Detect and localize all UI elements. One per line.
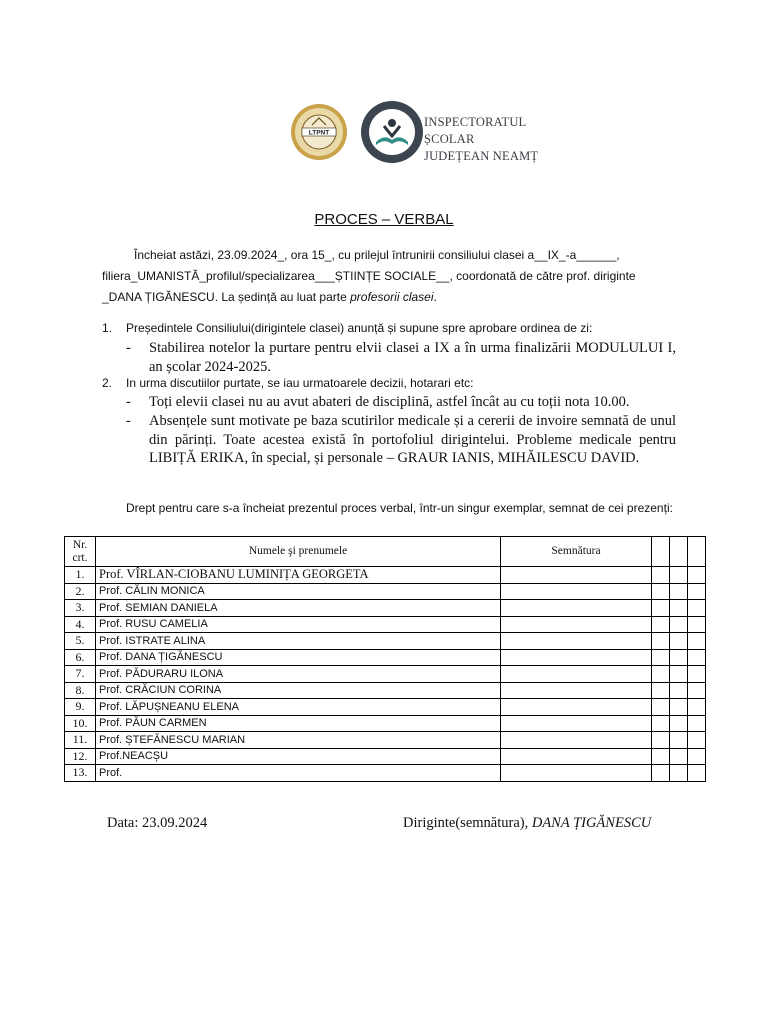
row-extra-1 xyxy=(652,715,670,732)
row-extra-2 xyxy=(670,699,688,716)
row-number: 4. xyxy=(65,616,96,633)
row-extra-2 xyxy=(670,666,688,683)
row-extra-1 xyxy=(652,600,670,617)
footer-date: Data: 23.09.2024 xyxy=(107,815,208,831)
row-number: 8. xyxy=(65,682,96,699)
bullet-dash: - xyxy=(126,394,131,410)
document-title: PROCES – VERBAL xyxy=(314,211,454,228)
row-signature xyxy=(501,715,652,732)
intro-line-3-italic: profesorii clasei xyxy=(350,290,434,304)
row-extra-1 xyxy=(652,666,670,683)
table-row xyxy=(65,649,706,666)
row-extra-3 xyxy=(688,732,706,749)
row-number: 12. xyxy=(65,748,96,765)
row-extra-1 xyxy=(652,732,670,749)
row-extra-3 xyxy=(688,600,706,617)
row-number: 5. xyxy=(65,633,96,650)
row-signature xyxy=(501,699,652,716)
row-name: Prof. SEMIAN DANIELA xyxy=(96,600,501,617)
intro-line-3-text: _DANA ȚIGĂNESCU. La ședință au luat parte xyxy=(102,290,351,304)
row-number: 1. xyxy=(65,567,96,584)
row-name: Prof. DANA ȚIGĂNESCU xyxy=(96,649,501,666)
item-text: In urma discutiilor purtate, se iau urmatoarele decizii, hotarari etc: xyxy=(126,376,474,390)
row-extra-2 xyxy=(670,765,688,782)
row-number: 13. xyxy=(65,765,96,782)
row-extra-3 xyxy=(688,583,706,600)
header-nr: Nr. crt. xyxy=(65,537,96,567)
row-extra-2 xyxy=(670,682,688,699)
row-signature xyxy=(501,649,652,666)
row-signature xyxy=(501,765,652,782)
row-extra-1 xyxy=(652,567,670,584)
row-name: Prof. ȘTEFĂNESCU MARIAN xyxy=(96,732,501,749)
row-extra-3 xyxy=(688,715,706,732)
table-row xyxy=(65,682,706,699)
row-number: 2. xyxy=(65,583,96,600)
row-number: 7. xyxy=(65,666,96,683)
row-extra-3 xyxy=(688,649,706,666)
bullet-text: Toți elevii clasei nu au avut abateri de disciplină, astfel încât au cu toții nota 10.00. xyxy=(149,394,630,410)
footer-signature xyxy=(403,815,651,832)
row-extra-3 xyxy=(688,765,706,782)
row-extra-1 xyxy=(652,699,670,716)
table-row xyxy=(65,583,706,600)
row-extra-3 xyxy=(688,616,706,633)
intro-line-3-end: . xyxy=(433,290,437,304)
row-extra-3 xyxy=(688,633,706,650)
row-name: Prof.NEACȘU xyxy=(96,748,501,765)
row-signature xyxy=(501,682,652,699)
intro-line-2: filiera_UMANISTĂ_profilul/specializarea___ȘTIINȚE SOCIALE__, coordonată de către prof. diriginte xyxy=(102,269,636,283)
row-name: Prof. xyxy=(96,765,501,782)
intro-line-1: Încheiat astăzi, 23.09.2024_, ora 15_, cu prilejul întrunirii consiliului clasei a__IX_-a______, xyxy=(134,248,620,262)
inspectorate-name-line1: INSPECTORATUL ȘCOLAR xyxy=(424,115,526,146)
inspectorate-name xyxy=(424,114,577,165)
header-signature: Semnătura xyxy=(501,537,652,567)
row-name: Prof. CĂLIN MONICA xyxy=(96,583,501,600)
row-signature xyxy=(501,567,652,584)
row-extra-3 xyxy=(688,666,706,683)
row-name: Prof. LĂPUȘNEANU ELENA xyxy=(96,699,501,716)
row-name: Prof. PĂUN CARMEN xyxy=(96,715,501,732)
row-number: 11. xyxy=(65,732,96,749)
row-extra-2 xyxy=(670,583,688,600)
item-number: 2. xyxy=(102,376,113,390)
header-name: Numele şi prenumele xyxy=(96,537,501,567)
row-number: 3. xyxy=(65,600,96,617)
header-extra-3 xyxy=(688,537,706,567)
table-row xyxy=(65,567,706,584)
table-row xyxy=(65,765,706,782)
attendance-table xyxy=(64,536,706,782)
row-number: 6. xyxy=(65,649,96,666)
row-extra-1 xyxy=(652,616,670,633)
row-signature xyxy=(501,583,652,600)
row-extra-1 xyxy=(652,682,670,699)
row-extra-1 xyxy=(652,748,670,765)
intro-line-3 xyxy=(102,287,678,308)
signature-name: DANA ȚIGĂNESCU xyxy=(531,815,652,831)
table-row xyxy=(65,600,706,617)
row-extra-1 xyxy=(652,765,670,782)
intro-paragraph xyxy=(102,245,678,308)
inspectorate-name-line2: JUDEȚEAN NEAMȚ xyxy=(424,149,539,163)
row-extra-3 xyxy=(688,567,706,584)
table-row xyxy=(65,699,706,716)
table-header-row xyxy=(65,537,706,567)
row-number: 10. xyxy=(65,715,96,732)
row-signature xyxy=(501,666,652,683)
row-extra-2 xyxy=(670,567,688,584)
row-extra-2 xyxy=(670,732,688,749)
row-signature xyxy=(501,600,652,617)
table-row xyxy=(65,616,706,633)
row-extra-2 xyxy=(670,715,688,732)
row-signature xyxy=(501,616,652,633)
bullet-text: Stabilirea notelor la purtare pentru elvii clasei a IX a în urma finalizării MODULULUI I, an școlar 2024-2025. xyxy=(149,340,676,375)
table-row xyxy=(65,732,706,749)
closing-paragraph: Drept pentru care s-a încheiat prezentul proces verbal, într-un singur exemplar, semnat de cei prezenți: xyxy=(126,501,673,515)
bullet-text: Absențele sunt motivate pe baza scutirilor medicale și a cererii de invoire semnată de unul din părinți. Toate acestea există în portofoliul dirigintelui. Probleme medicale pentru LIBIȚĂ ERIKA, în special, și personale – GRAUR IANIS, MIHĂILESCU DAVID. xyxy=(149,413,676,466)
signature-label: Diriginte(semnătura), xyxy=(403,815,532,831)
row-extra-2 xyxy=(670,748,688,765)
school-logo-text: LTPNT xyxy=(308,129,330,137)
row-signature xyxy=(501,732,652,749)
item-2-bullet-2 xyxy=(126,412,676,468)
row-extra-2 xyxy=(670,649,688,666)
row-name: Prof. RUSU CAMELIA xyxy=(96,616,501,633)
header-extra-2 xyxy=(670,537,688,567)
header-extra-1 xyxy=(652,537,670,567)
row-name: Prof. VÎRLAN-CIOBANU LUMINIȚA GEORGETA xyxy=(96,567,501,584)
school-logo xyxy=(290,103,348,161)
row-extra-1 xyxy=(652,583,670,600)
row-name: Prof. PĂDURARU ILONA xyxy=(96,666,501,683)
item-text: Președintele Consiliului(dirigintele clasei) anunță și supune spre aprobare ordinea de zi: xyxy=(126,321,593,335)
row-extra-1 xyxy=(652,649,670,666)
table-row xyxy=(65,715,706,732)
item-number: 1. xyxy=(102,321,113,335)
row-extra-2 xyxy=(670,616,688,633)
row-signature xyxy=(501,748,652,765)
item-2-bullet-1 xyxy=(126,393,676,412)
header-logos xyxy=(287,100,577,164)
row-number: 9. xyxy=(65,699,96,716)
row-extra-3 xyxy=(688,748,706,765)
table-row xyxy=(65,666,706,683)
row-signature xyxy=(501,633,652,650)
table-row xyxy=(65,633,706,650)
row-name: Prof. CRĂCIUN CORINA xyxy=(96,682,501,699)
row-extra-3 xyxy=(688,682,706,699)
row-extra-2 xyxy=(670,633,688,650)
row-name: Prof. ISTRATE ALINA xyxy=(96,633,501,650)
row-extra-1 xyxy=(652,633,670,650)
row-extra-2 xyxy=(670,600,688,617)
bullet-dash: - xyxy=(126,413,131,429)
inspectorate-logo xyxy=(360,100,424,164)
row-extra-3 xyxy=(688,699,706,716)
table-row xyxy=(65,748,706,765)
bullet-dash: - xyxy=(126,340,131,356)
item-1-bullet-1 xyxy=(126,339,676,376)
